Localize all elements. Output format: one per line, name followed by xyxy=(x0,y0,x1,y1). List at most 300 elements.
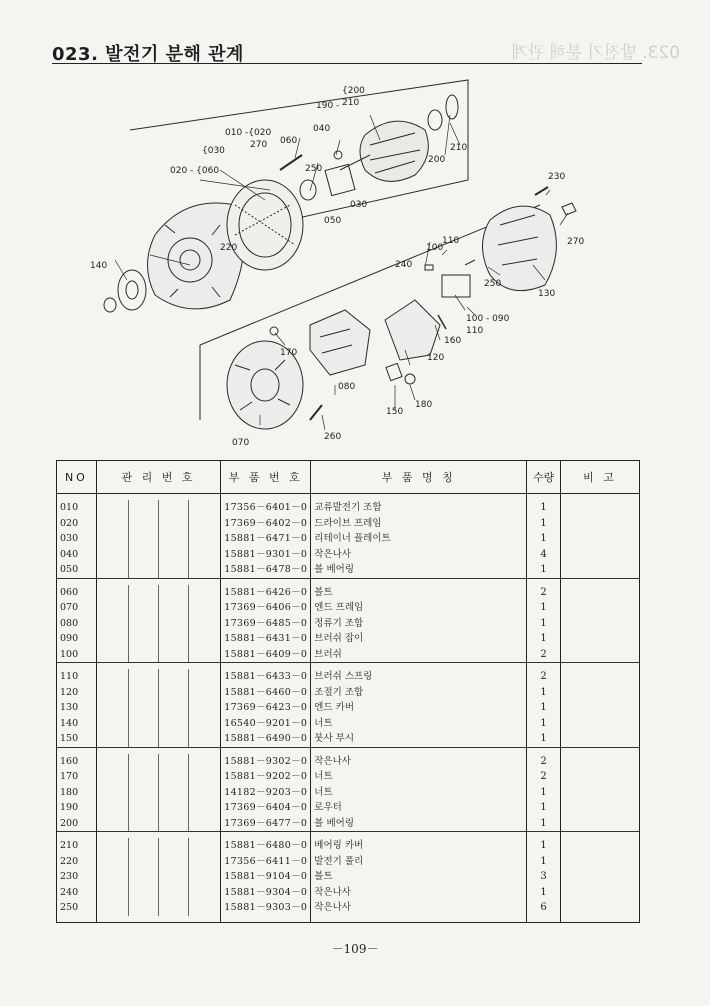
svg-text:160: 160 xyxy=(444,336,462,346)
mgmt-subcell xyxy=(100,600,130,616)
mgmt-subcolumns xyxy=(100,500,217,516)
mgmt-subcell xyxy=(100,500,130,516)
mgmt-subcell xyxy=(129,769,159,785)
mgmt-subcell xyxy=(100,531,130,547)
mgmt-no-cell xyxy=(96,616,220,632)
mgmt-subcell xyxy=(129,900,159,916)
mgmt-subcell xyxy=(189,500,218,516)
svg-text:110: 110 xyxy=(442,236,460,246)
part-number-cell: 17369－6477－0 xyxy=(221,816,311,832)
mgmt-subcell xyxy=(129,600,159,616)
nut-170-part xyxy=(270,327,278,335)
mgmt-no-cell xyxy=(96,754,220,770)
mgmt-subcell xyxy=(129,854,159,870)
mgmt-subcolumns xyxy=(100,816,217,832)
mgmt-subcell xyxy=(159,838,189,854)
part-number-cell: 15881－9301－0 xyxy=(221,547,311,563)
svg-text:120: 120 xyxy=(427,353,445,363)
mgmt-subcell xyxy=(189,716,218,732)
mgmt-subcell xyxy=(100,800,130,816)
mgmt-subcell xyxy=(100,816,130,832)
quantity-cell: 2 xyxy=(527,585,561,601)
table-row xyxy=(57,885,640,901)
mgmt-subcell xyxy=(159,854,189,870)
svg-text:200: 200 xyxy=(428,155,446,165)
part-name-cell: 작은나사 xyxy=(311,885,527,901)
mgmt-subcell xyxy=(189,838,218,854)
mgmt-subcolumns xyxy=(100,854,217,870)
mgmt-subcell xyxy=(100,700,130,716)
mgmt-no-cell xyxy=(96,562,220,578)
mgmt-subcell xyxy=(189,585,218,601)
table-row xyxy=(57,562,640,578)
quantity-cell: 1 xyxy=(527,685,561,701)
mgmt-subcell xyxy=(159,669,189,685)
part-number-cell: 15881－9104－0 xyxy=(221,869,311,885)
remark-cell xyxy=(560,816,639,832)
part-name-cell: 너트 xyxy=(311,769,527,785)
mgmt-subcolumns xyxy=(100,785,217,801)
mgmt-subcell xyxy=(189,600,218,616)
bolt-230-part xyxy=(535,187,548,195)
mgmt-subcell xyxy=(189,900,218,916)
quantity-cell: 1 xyxy=(527,516,561,532)
quantity-cell: 2 xyxy=(527,669,561,685)
svg-text:230: 230 xyxy=(548,172,566,182)
mgmt-subcell xyxy=(189,854,218,870)
rotor-part xyxy=(340,121,428,181)
mgmt-subcell xyxy=(159,885,189,901)
exploded-view-svg xyxy=(70,75,610,450)
mgmt-subcell xyxy=(100,731,130,747)
mgmt-subcell xyxy=(159,785,189,801)
quantity-cell: 1 xyxy=(527,785,561,801)
mgmt-no-cell xyxy=(96,531,220,547)
table-row xyxy=(57,816,640,832)
svg-text:050: 050 xyxy=(324,216,342,226)
mgmt-subcell xyxy=(129,731,159,747)
quantity-cell: 1 xyxy=(527,838,561,854)
part-index-cell: 230 xyxy=(57,869,97,885)
part-index-cell: 020 xyxy=(57,516,97,532)
stator-part xyxy=(227,180,303,270)
remark-cell xyxy=(560,616,639,632)
quantity-cell: 2 xyxy=(527,754,561,770)
mgmt-subcell xyxy=(189,816,218,832)
end-cover-part xyxy=(483,206,557,291)
svg-text:020 - {060: 020 - {060 xyxy=(170,166,220,176)
part-number-cell: 17369－6404－0 xyxy=(221,800,311,816)
nut-part xyxy=(104,298,116,312)
mgmt-subcolumns xyxy=(100,669,217,685)
part-name-cell: 브러쉬 xyxy=(311,647,527,663)
part-index-cell: 150 xyxy=(57,731,97,747)
svg-text:210: 210 xyxy=(450,143,468,153)
mgmt-subcolumns xyxy=(100,800,217,816)
mgmt-subcell xyxy=(159,585,189,601)
title-divider xyxy=(52,63,642,64)
mgmt-subcell xyxy=(129,531,159,547)
svg-text:010 -{020: 010 -{020 xyxy=(225,128,272,138)
part-index-cell: 050 xyxy=(57,562,97,578)
mgmt-subcell xyxy=(189,785,218,801)
mgmt-no-cell xyxy=(96,785,220,801)
mgmt-subcell xyxy=(159,516,189,532)
part-number-cell: 15881－6433－0 xyxy=(221,669,311,685)
mgmt-subcell xyxy=(129,547,159,563)
parts-table xyxy=(56,460,640,923)
mgmt-subcell xyxy=(129,816,159,832)
mgmt-subcolumns xyxy=(100,516,217,532)
mgmt-subcell xyxy=(100,885,130,901)
part-index-cell: 190 xyxy=(57,800,97,816)
mgmt-no-cell xyxy=(96,869,220,885)
mgmt-subcolumns xyxy=(100,547,217,563)
mgmt-subcolumns xyxy=(100,716,217,732)
mgmt-subcell xyxy=(189,516,218,532)
mgmt-no-cell xyxy=(96,585,220,601)
mgmt-subcolumns xyxy=(100,685,217,701)
page-title: 023. 발전기 분해 관계 xyxy=(52,44,244,65)
mgmt-subcell xyxy=(129,800,159,816)
table-row xyxy=(57,669,640,685)
table-row xyxy=(57,716,640,732)
mgmt-subcolumns xyxy=(100,631,217,647)
rectifier-part xyxy=(310,310,370,375)
quantity-cell: 1 xyxy=(527,700,561,716)
mgmt-subcell xyxy=(159,816,189,832)
mgmt-subcell xyxy=(129,885,159,901)
mgmt-subcell xyxy=(189,685,218,701)
part-index-cell: 250 xyxy=(57,900,97,916)
mgmt-no-cell xyxy=(96,885,220,901)
part-name-cell: 브러쉬 스프링 xyxy=(311,669,527,685)
remark-cell xyxy=(560,838,639,854)
remark-cell xyxy=(560,854,639,870)
svg-text:100: 100 xyxy=(426,243,444,253)
mgmt-subcell xyxy=(100,669,130,685)
mgmt-subcell xyxy=(189,769,218,785)
part-index-cell: 200 xyxy=(57,816,97,832)
mgmt-subcell xyxy=(159,685,189,701)
table-row xyxy=(57,754,640,770)
svg-text:040: 040 xyxy=(313,124,331,134)
part-number-cell: 15881－6471－0 xyxy=(221,531,311,547)
part-index-cell: 040 xyxy=(57,547,97,563)
mgmt-subcell xyxy=(189,669,218,685)
mgmt-subcell xyxy=(159,647,189,663)
part-number-cell: 15881－6478－0 xyxy=(221,562,311,578)
part-number-cell: 15881－6426－0 xyxy=(221,585,311,601)
table-row xyxy=(57,531,640,547)
part-index-cell: 010 xyxy=(57,500,97,516)
mgmt-subcell xyxy=(129,562,159,578)
mgmt-no-cell xyxy=(96,700,220,716)
part-number-cell: 15881－6431－0 xyxy=(221,631,311,647)
part-number-cell: 15881－9202－0 xyxy=(221,769,311,785)
mgmt-subcell xyxy=(100,754,130,770)
table-row xyxy=(57,800,640,816)
part-index-cell: 100 xyxy=(57,647,97,663)
svg-text:260: 260 xyxy=(324,432,342,442)
remark-cell xyxy=(560,685,639,701)
mgmt-subcell xyxy=(189,631,218,647)
mgmt-subcell xyxy=(159,500,189,516)
svg-text:210: 210 xyxy=(342,98,360,108)
mgmt-subcell xyxy=(100,685,130,701)
mgmt-subcell xyxy=(129,785,159,801)
part-number-cell: 15881－6490－0 xyxy=(221,731,311,747)
mgmt-subcolumns xyxy=(100,838,217,854)
mgmt-no-cell xyxy=(96,516,220,532)
part-name-cell: 작은나사 xyxy=(311,900,527,916)
part-index-cell: 140 xyxy=(57,716,97,732)
table-row xyxy=(57,731,640,747)
table-row xyxy=(57,900,640,916)
quantity-cell: 3 xyxy=(527,869,561,885)
bolt-260-part xyxy=(310,405,322,420)
mgmt-subcolumns xyxy=(100,700,217,716)
remark-cell xyxy=(560,800,639,816)
mgmt-subcolumns xyxy=(100,869,217,885)
remark-cell xyxy=(560,531,639,547)
svg-text:270: 270 xyxy=(250,140,268,150)
svg-text:{030: {030 xyxy=(202,146,225,156)
svg-text:060: 060 xyxy=(280,136,298,146)
remark-cell xyxy=(560,731,639,747)
mgmt-subcell xyxy=(189,800,218,816)
mgmt-subcell xyxy=(129,500,159,516)
mgmt-subcell xyxy=(159,800,189,816)
part-name-cell: 리테이너 플레이트 xyxy=(311,531,527,547)
mgmt-subcell xyxy=(100,616,130,632)
part-name-cell: 작은나사 xyxy=(311,754,527,770)
svg-text:140: 140 xyxy=(90,261,108,271)
bearing-part xyxy=(428,110,442,130)
svg-text:100 - 090: 100 - 090 xyxy=(466,314,510,324)
mgmt-subcell xyxy=(159,900,189,916)
svg-text:220: 220 xyxy=(220,243,238,253)
brush-holder-part xyxy=(425,260,475,297)
remark-cell xyxy=(560,500,639,516)
mgmt-subcell xyxy=(100,900,130,916)
quantity-cell: 6 xyxy=(527,900,561,916)
mgmt-subcell xyxy=(189,869,218,885)
table-row xyxy=(57,769,640,785)
mgmt-subcell xyxy=(159,547,189,563)
svg-text:{200: {200 xyxy=(342,86,365,96)
part-name-cell: 드라이브 프레임 xyxy=(311,516,527,532)
svg-text:030: 030 xyxy=(350,200,368,210)
quantity-cell: 4 xyxy=(527,547,561,563)
mgmt-subcolumns xyxy=(100,769,217,785)
part-index-cell: 110 xyxy=(57,669,97,685)
part-index-cell: 170 xyxy=(57,769,97,785)
svg-text:150: 150 xyxy=(386,407,404,417)
mgmt-subcell xyxy=(129,716,159,732)
part-name-cell: 조절기 조합 xyxy=(311,685,527,701)
quantity-cell: 1 xyxy=(527,616,561,632)
part-index-cell: 120 xyxy=(57,685,97,701)
remark-cell xyxy=(560,716,639,732)
part-name-cell: 베어링 카버 xyxy=(311,838,527,854)
mgmt-subcolumns xyxy=(100,754,217,770)
svg-text:240: 240 xyxy=(395,260,413,270)
svg-text:250: 250 xyxy=(305,164,323,174)
part-index-cell: 030 xyxy=(57,531,97,547)
part-number-cell: 17356－6411－0 xyxy=(221,854,311,870)
remark-cell xyxy=(560,754,639,770)
svg-text:250: 250 xyxy=(484,279,502,289)
bolt-part xyxy=(280,155,302,170)
part-name-cell: 엔드 카버 xyxy=(311,700,527,716)
quantity-cell: 1 xyxy=(527,816,561,832)
svg-text:190 -: 190 - xyxy=(316,101,340,111)
mgmt-no-cell xyxy=(96,900,220,916)
table-row xyxy=(57,700,640,716)
mgmt-no-cell xyxy=(96,838,220,854)
mgmt-subcell xyxy=(100,516,130,532)
svg-text:080: 080 xyxy=(338,382,356,392)
part-name-cell: 붓사 부시 xyxy=(311,731,527,747)
remark-cell xyxy=(560,885,639,901)
col-header-mgmt-no: 관 리 번 호 xyxy=(96,461,220,494)
part-index-cell: 210 xyxy=(57,838,97,854)
quantity-cell: 1 xyxy=(527,854,561,870)
quantity-cell: 1 xyxy=(527,885,561,901)
quantity-cell: 1 xyxy=(527,800,561,816)
table-row xyxy=(57,838,640,854)
mgmt-subcell xyxy=(189,700,218,716)
part-index-cell: 240 xyxy=(57,885,97,901)
part-index-cell: 070 xyxy=(57,600,97,616)
remark-cell xyxy=(560,600,639,616)
quantity-cell: 2 xyxy=(527,647,561,663)
mgmt-no-cell xyxy=(96,685,220,701)
mgmt-subcell xyxy=(189,885,218,901)
quantity-cell: 1 xyxy=(527,500,561,516)
mgmt-subcell xyxy=(159,716,189,732)
quantity-cell: 1 xyxy=(527,531,561,547)
col-header-part-no: 부 품 번 호 xyxy=(221,461,311,494)
table-row xyxy=(57,600,640,616)
remark-cell xyxy=(560,669,639,685)
part-number-cell: 15881－6480－0 xyxy=(221,838,311,854)
part-number-cell: 15881－9302－0 xyxy=(221,754,311,770)
remark-cell xyxy=(560,869,639,885)
bushing-part xyxy=(386,363,402,380)
remark-cell xyxy=(560,647,639,663)
mgmt-subcell xyxy=(189,754,218,770)
part-number-cell: 17369－6402－0 xyxy=(221,516,311,532)
nut-180-part xyxy=(405,374,415,384)
part-name-cell: 볼트 xyxy=(311,585,527,601)
remark-cell xyxy=(560,769,639,785)
mgmt-subcell xyxy=(129,616,159,632)
mgmt-subcell xyxy=(100,562,130,578)
mgmt-subcell xyxy=(129,869,159,885)
part-name-cell: 너트 xyxy=(311,785,527,801)
col-header-part-name: 부 품 명 칭 xyxy=(311,461,527,494)
exploded-parts-diagram xyxy=(70,75,610,450)
quantity-cell: 1 xyxy=(527,716,561,732)
mgmt-subcell xyxy=(100,769,130,785)
mgmt-subcolumns xyxy=(100,885,217,901)
remark-cell xyxy=(560,785,639,801)
regulator-part xyxy=(385,300,440,360)
mgmt-no-cell xyxy=(96,600,220,616)
mgmt-subcell xyxy=(189,531,218,547)
mgmt-no-cell xyxy=(96,816,220,832)
page-number: －109－ xyxy=(331,942,379,956)
part-number-cell: 15881－6460－0 xyxy=(221,685,311,701)
mgmt-subcell xyxy=(129,754,159,770)
part-index-cell: 060 xyxy=(57,585,97,601)
retainer-plate-part xyxy=(300,151,355,200)
remark-cell xyxy=(560,900,639,916)
mgmt-subcell xyxy=(100,716,130,732)
mgmt-subcell xyxy=(159,769,189,785)
mgmt-subcell xyxy=(159,562,189,578)
part-number-cell: 17369－6406－0 xyxy=(221,600,311,616)
part-index-cell: 090 xyxy=(57,631,97,647)
mgmt-subcell xyxy=(159,600,189,616)
mgmt-subcell xyxy=(129,585,159,601)
mgmt-subcell xyxy=(100,631,130,647)
mgmt-subcell xyxy=(189,731,218,747)
mgmt-subcell xyxy=(100,854,130,870)
part-index-cell: 180 xyxy=(57,785,97,801)
mgmt-subcell xyxy=(100,647,130,663)
table-row xyxy=(57,785,640,801)
col-header-remark: 비 고 xyxy=(560,461,639,494)
table-row xyxy=(57,616,640,632)
mgmt-subcell xyxy=(159,531,189,547)
part-name-cell: 교류발전기 조합 xyxy=(311,500,527,516)
mgmt-subcell xyxy=(100,785,130,801)
mgmt-no-cell xyxy=(96,769,220,785)
mgmt-subcell xyxy=(159,700,189,716)
part-index-cell: 220 xyxy=(57,854,97,870)
remark-cell xyxy=(560,516,639,532)
part-number-cell: 14182－9203－0 xyxy=(221,785,311,801)
table-row xyxy=(57,500,640,516)
part-name-cell: 볼 베어링 xyxy=(311,562,527,578)
mgmt-no-cell xyxy=(96,716,220,732)
mgmt-subcolumns xyxy=(100,647,217,663)
mgmt-no-cell xyxy=(96,547,220,563)
mgmt-no-cell xyxy=(96,669,220,685)
mgmt-subcell xyxy=(159,631,189,647)
part-name-cell: 엔드 프레임 xyxy=(311,600,527,616)
table-row xyxy=(57,547,640,563)
svg-text:070: 070 xyxy=(232,438,250,448)
mgmt-subcell xyxy=(129,631,159,647)
quantity-cell: 1 xyxy=(527,631,561,647)
mgmt-subcell xyxy=(189,616,218,632)
group-gap xyxy=(57,916,640,923)
part-number-cell: 17356－6401－0 xyxy=(221,500,311,516)
mgmt-subcolumns xyxy=(100,616,217,632)
mgmt-no-cell xyxy=(96,631,220,647)
bleed-through-title: 023. 발전기 분해 관계 xyxy=(510,43,680,63)
table-row xyxy=(57,685,640,701)
part-name-cell: 정류기 조합 xyxy=(311,616,527,632)
part-name-cell: 작은나사 xyxy=(311,547,527,563)
table-row xyxy=(57,516,640,532)
part-index-cell: 080 xyxy=(57,616,97,632)
mgmt-no-cell xyxy=(96,800,220,816)
